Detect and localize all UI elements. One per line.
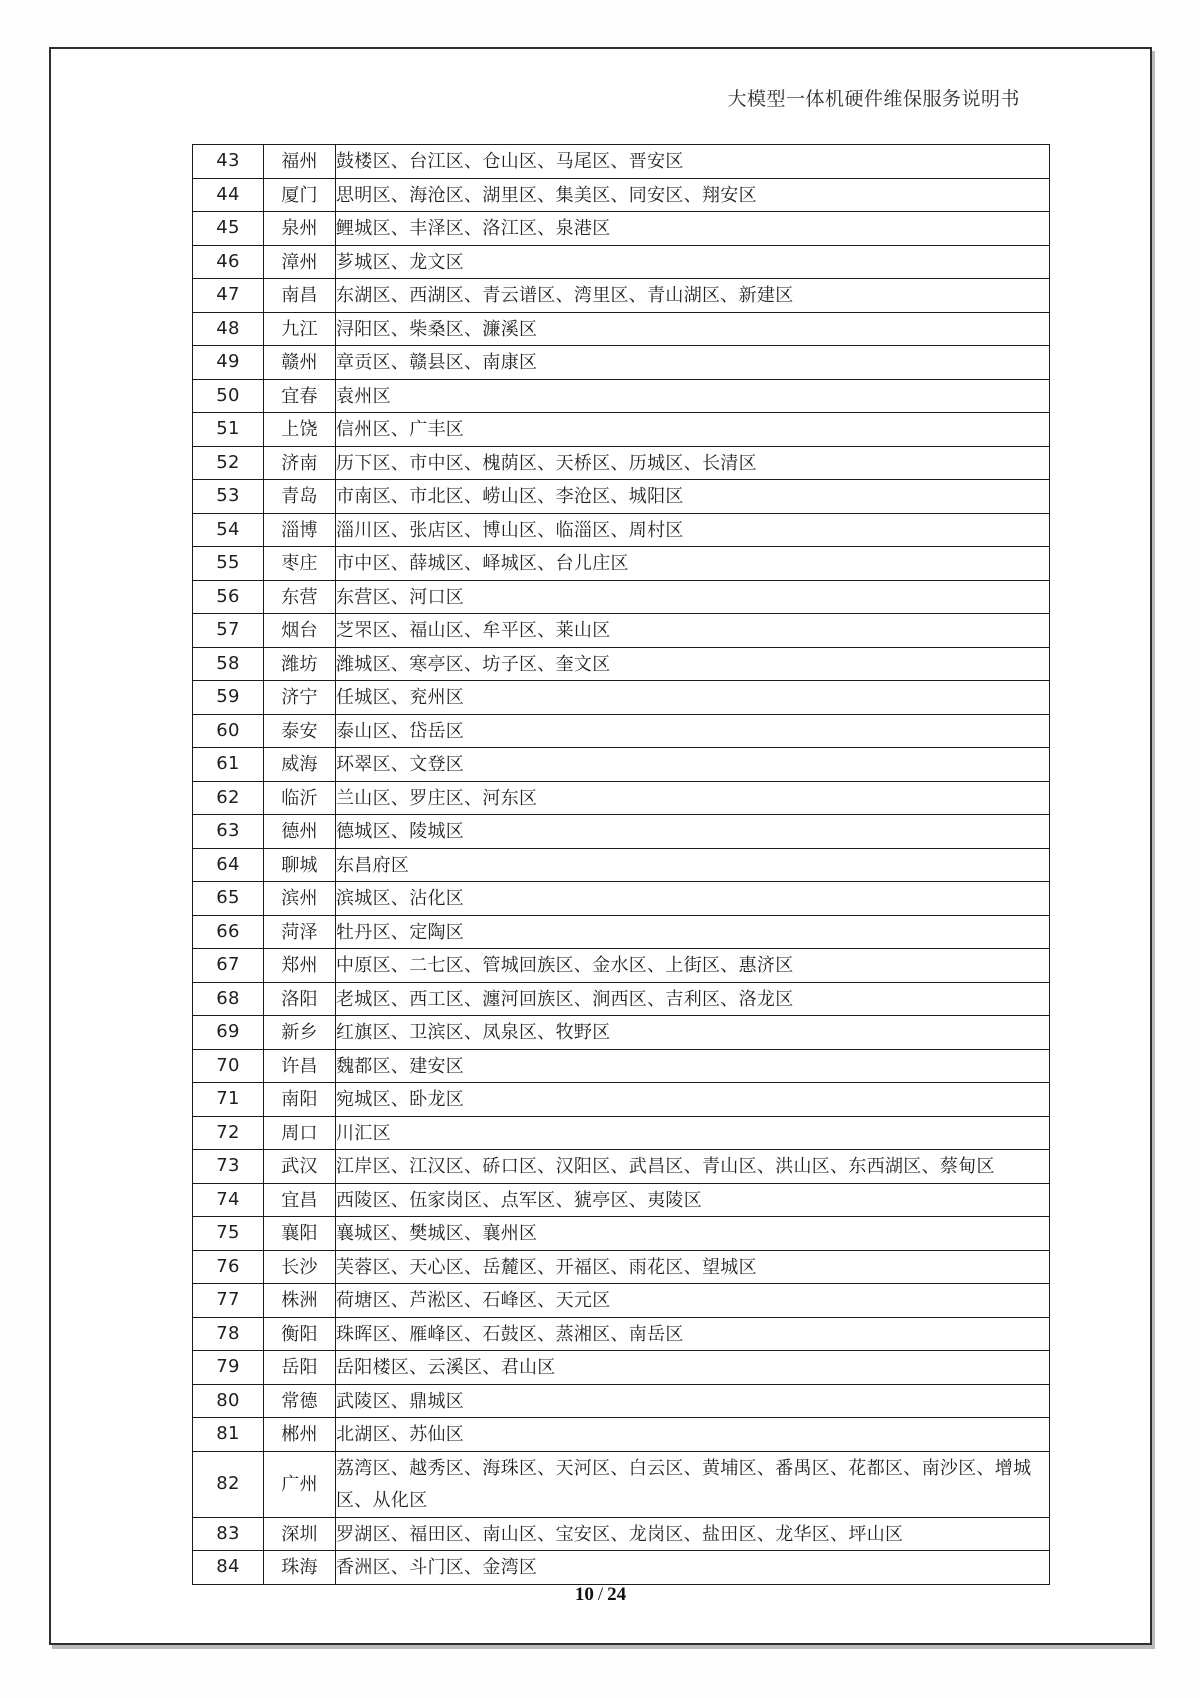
- districts-cell: 老城区、西工区、瀍河回族区、涧西区、吉利区、洛龙区: [336, 982, 1050, 1016]
- table-row: [193, 614, 1050, 648]
- table-row: [193, 346, 1050, 380]
- row-number-cell: 69: [193, 1016, 264, 1050]
- districts-cell: 荔湾区、越秀区、海珠区、天河区、白云区、黄埔区、番禺区、花都区、南沙区、增城区、从化区: [336, 1451, 1050, 1517]
- districts-cell: 鲤城区、丰泽区、洛江区、泉港区: [336, 212, 1050, 246]
- table-row: [193, 1284, 1050, 1318]
- table-row: [193, 1451, 1050, 1517]
- table-row: [193, 982, 1050, 1016]
- row-number-cell: 55: [193, 547, 264, 581]
- table-row: [193, 1083, 1050, 1117]
- city-name-cell: 滨州: [264, 882, 336, 916]
- city-name-cell: 南昌: [264, 279, 336, 313]
- districts-cell: 荷塘区、芦淞区、石峰区、天元区: [336, 1284, 1050, 1318]
- table-row: [193, 647, 1050, 681]
- city-name-cell: 福州: [264, 145, 336, 179]
- city-name-cell: 宜春: [264, 379, 336, 413]
- table-row: [193, 714, 1050, 748]
- row-number-cell: 72: [193, 1116, 264, 1150]
- row-number-cell: 71: [193, 1083, 264, 1117]
- city-name-cell: 泰安: [264, 714, 336, 748]
- city-name-cell: 上饶: [264, 413, 336, 447]
- row-number-cell: 50: [193, 379, 264, 413]
- city-name-cell: 洛阳: [264, 982, 336, 1016]
- page-number-separator: /: [597, 1584, 604, 1605]
- city-name-cell: 常德: [264, 1384, 336, 1418]
- city-name-cell: 烟台: [264, 614, 336, 648]
- table-row: [193, 915, 1050, 949]
- row-number-cell: 48: [193, 312, 264, 346]
- row-number-cell: 51: [193, 413, 264, 447]
- city-name-cell: 临沂: [264, 781, 336, 815]
- table-row: [193, 1217, 1050, 1251]
- city-name-cell: 泉州: [264, 212, 336, 246]
- city-name-cell: 襄阳: [264, 1217, 336, 1251]
- table-row: [193, 848, 1050, 882]
- row-number-cell: 75: [193, 1217, 264, 1251]
- city-name-cell: 周口: [264, 1116, 336, 1150]
- city-name-cell: 赣州: [264, 346, 336, 380]
- city-name-cell: 东营: [264, 580, 336, 614]
- table-row: [193, 145, 1050, 179]
- table-row: [193, 379, 1050, 413]
- row-number-cell: 64: [193, 848, 264, 882]
- document-header-title: 大模型一体机硬件维保服务说明书: [727, 89, 1020, 110]
- districts-cell: 思明区、海沧区、湖里区、集美区、同安区、翔安区: [336, 178, 1050, 212]
- table-row: [193, 681, 1050, 715]
- table-row: [193, 245, 1050, 279]
- city-name-cell: 淄博: [264, 513, 336, 547]
- districts-cell: 红旗区、卫滨区、凤泉区、牧野区: [336, 1016, 1050, 1050]
- districts-cell: 北湖区、苏仙区: [336, 1418, 1050, 1452]
- row-number-cell: 82: [193, 1451, 264, 1517]
- row-number-cell: 67: [193, 949, 264, 983]
- city-name-cell: 广州: [264, 1451, 336, 1517]
- districts-cell: 芝罘区、福山区、牟平区、莱山区: [336, 614, 1050, 648]
- city-name-cell: 郑州: [264, 949, 336, 983]
- districts-cell: 川汇区: [336, 1116, 1050, 1150]
- districts-cell: 牡丹区、定陶区: [336, 915, 1050, 949]
- city-name-cell: 威海: [264, 748, 336, 782]
- districts-cell: 东湖区、西湖区、青云谱区、湾里区、青山湖区、新建区: [336, 279, 1050, 313]
- row-number-cell: 78: [193, 1317, 264, 1351]
- city-name-cell: 郴州: [264, 1418, 336, 1452]
- row-number-cell: 58: [193, 647, 264, 681]
- districts-cell: 任城区、兖州区: [336, 681, 1050, 715]
- districts-cell: 市南区、市北区、崂山区、李沧区、城阳区: [336, 480, 1050, 514]
- districts-cell: 信州区、广丰区: [336, 413, 1050, 447]
- city-name-cell: 南阳: [264, 1083, 336, 1117]
- row-number-cell: 56: [193, 580, 264, 614]
- city-districts-table-body: [193, 145, 1050, 1585]
- city-name-cell: 潍坊: [264, 647, 336, 681]
- city-name-cell: 济宁: [264, 681, 336, 715]
- row-number-cell: 63: [193, 815, 264, 849]
- row-number-cell: 73: [193, 1150, 264, 1184]
- table-row: [193, 1351, 1050, 1385]
- row-number-cell: 62: [193, 781, 264, 815]
- row-number-cell: 49: [193, 346, 264, 380]
- row-number-cell: 59: [193, 681, 264, 715]
- total-page-count: 24: [607, 1584, 627, 1605]
- current-page-number: 10: [574, 1584, 594, 1605]
- districts-cell: 芙蓉区、天心区、岳麓区、开福区、雨花区、望城区: [336, 1250, 1050, 1284]
- districts-cell: 中原区、二七区、管城回族区、金水区、上街区、惠济区: [336, 949, 1050, 983]
- row-number-cell: 43: [193, 145, 264, 179]
- city-name-cell: 衡阳: [264, 1317, 336, 1351]
- city-name-cell: 枣庄: [264, 547, 336, 581]
- table-row: [193, 882, 1050, 916]
- districts-cell: 罗湖区、福田区、南山区、宝安区、龙岗区、盐田区、龙华区、坪山区: [336, 1517, 1050, 1551]
- city-name-cell: 厦门: [264, 178, 336, 212]
- districts-cell: 香洲区、斗门区、金湾区: [336, 1551, 1050, 1585]
- city-name-cell: 漳州: [264, 245, 336, 279]
- table-row: [193, 1250, 1050, 1284]
- city-districts-table: [192, 144, 1050, 1585]
- city-name-cell: 宜昌: [264, 1183, 336, 1217]
- city-name-cell: 珠海: [264, 1551, 336, 1585]
- districts-cell: 鼓楼区、台江区、仓山区、马尾区、晋安区: [336, 145, 1050, 179]
- row-number-cell: 46: [193, 245, 264, 279]
- table-row: [193, 446, 1050, 480]
- city-name-cell: 九江: [264, 312, 336, 346]
- table-row: [193, 1183, 1050, 1217]
- table-row: [193, 212, 1050, 246]
- districts-cell: 历下区、市中区、槐荫区、天桥区、历城区、长清区: [336, 446, 1050, 480]
- table-row: [193, 1384, 1050, 1418]
- city-name-cell: 岳阳: [264, 1351, 336, 1385]
- city-name-cell: 青岛: [264, 480, 336, 514]
- table-row: [193, 1150, 1050, 1184]
- row-number-cell: 81: [193, 1418, 264, 1452]
- row-number-cell: 66: [193, 915, 264, 949]
- city-name-cell: 济南: [264, 446, 336, 480]
- city-name-cell: 聊城: [264, 848, 336, 882]
- row-number-cell: 65: [193, 882, 264, 916]
- page-footer: [49, 1584, 1152, 1606]
- row-number-cell: 84: [193, 1551, 264, 1585]
- city-name-cell: 菏泽: [264, 915, 336, 949]
- table-row: [193, 1049, 1050, 1083]
- table-row: [193, 949, 1050, 983]
- table-row: [193, 1551, 1050, 1585]
- table-row: [193, 748, 1050, 782]
- row-number-cell: 70: [193, 1049, 264, 1083]
- districts-cell: 芗城区、龙文区: [336, 245, 1050, 279]
- districts-cell: 武陵区、鼎城区: [336, 1384, 1050, 1418]
- city-name-cell: 长沙: [264, 1250, 336, 1284]
- row-number-cell: 80: [193, 1384, 264, 1418]
- table-row: [193, 547, 1050, 581]
- table-row: [193, 1317, 1050, 1351]
- table-row: [193, 781, 1050, 815]
- row-number-cell: 45: [193, 212, 264, 246]
- districts-cell: 泰山区、岱岳区: [336, 714, 1050, 748]
- districts-cell: 西陵区、伍家岗区、点军区、猇亭区、夷陵区: [336, 1183, 1050, 1217]
- city-name-cell: 深圳: [264, 1517, 336, 1551]
- row-number-cell: 47: [193, 279, 264, 313]
- row-number-cell: 57: [193, 614, 264, 648]
- city-name-cell: 株洲: [264, 1284, 336, 1318]
- districts-cell: 东昌府区: [336, 848, 1050, 882]
- table-row: [193, 312, 1050, 346]
- row-number-cell: 52: [193, 446, 264, 480]
- districts-cell: 魏都区、建安区: [336, 1049, 1050, 1083]
- districts-cell: 宛城区、卧龙区: [336, 1083, 1050, 1117]
- districts-cell: 章贡区、赣县区、南康区: [336, 346, 1050, 380]
- table-row: [193, 580, 1050, 614]
- districts-cell: 袁州区: [336, 379, 1050, 413]
- table-row: [193, 413, 1050, 447]
- districts-cell: 浔阳区、柴桑区、濂溪区: [336, 312, 1050, 346]
- districts-cell: 兰山区、罗庄区、河东区: [336, 781, 1050, 815]
- districts-cell: 市中区、薛城区、峄城区、台儿庄区: [336, 547, 1050, 581]
- table-row: [193, 815, 1050, 849]
- row-number-cell: 68: [193, 982, 264, 1016]
- table-row: [193, 279, 1050, 313]
- districts-cell: 潍城区、寒亭区、坊子区、奎文区: [336, 647, 1050, 681]
- districts-cell: 滨城区、沾化区: [336, 882, 1050, 916]
- districts-cell: 岳阳楼区、云溪区、君山区: [336, 1351, 1050, 1385]
- districts-cell: 淄川区、张店区、博山区、临淄区、周村区: [336, 513, 1050, 547]
- table-row: [193, 480, 1050, 514]
- row-number-cell: 79: [193, 1351, 264, 1385]
- districts-cell: 江岸区、江汉区、硚口区、汉阳区、武昌区、青山区、洪山区、东西湖区、蔡甸区: [336, 1150, 1050, 1184]
- row-number-cell: 61: [193, 748, 264, 782]
- table-row: [193, 513, 1050, 547]
- table-row: [193, 178, 1050, 212]
- districts-cell: 东营区、河口区: [336, 580, 1050, 614]
- table-row: [193, 1116, 1050, 1150]
- row-number-cell: 76: [193, 1250, 264, 1284]
- table-row: [193, 1016, 1050, 1050]
- table-row: [193, 1418, 1050, 1452]
- row-number-cell: 54: [193, 513, 264, 547]
- districts-cell: 襄城区、樊城区、襄州区: [336, 1217, 1050, 1251]
- districts-cell: 环翠区、文登区: [336, 748, 1050, 782]
- row-number-cell: 53: [193, 480, 264, 514]
- row-number-cell: 60: [193, 714, 264, 748]
- districts-cell: 德城区、陵城区: [336, 815, 1050, 849]
- districts-cell: 珠晖区、雁峰区、石鼓区、蒸湘区、南岳区: [336, 1317, 1050, 1351]
- row-number-cell: 44: [193, 178, 264, 212]
- city-name-cell: 德州: [264, 815, 336, 849]
- city-name-cell: 许昌: [264, 1049, 336, 1083]
- row-number-cell: 83: [193, 1517, 264, 1551]
- row-number-cell: 74: [193, 1183, 264, 1217]
- city-name-cell: 新乡: [264, 1016, 336, 1050]
- city-name-cell: 武汉: [264, 1150, 336, 1184]
- row-number-cell: 77: [193, 1284, 264, 1318]
- table-row: [193, 1517, 1050, 1551]
